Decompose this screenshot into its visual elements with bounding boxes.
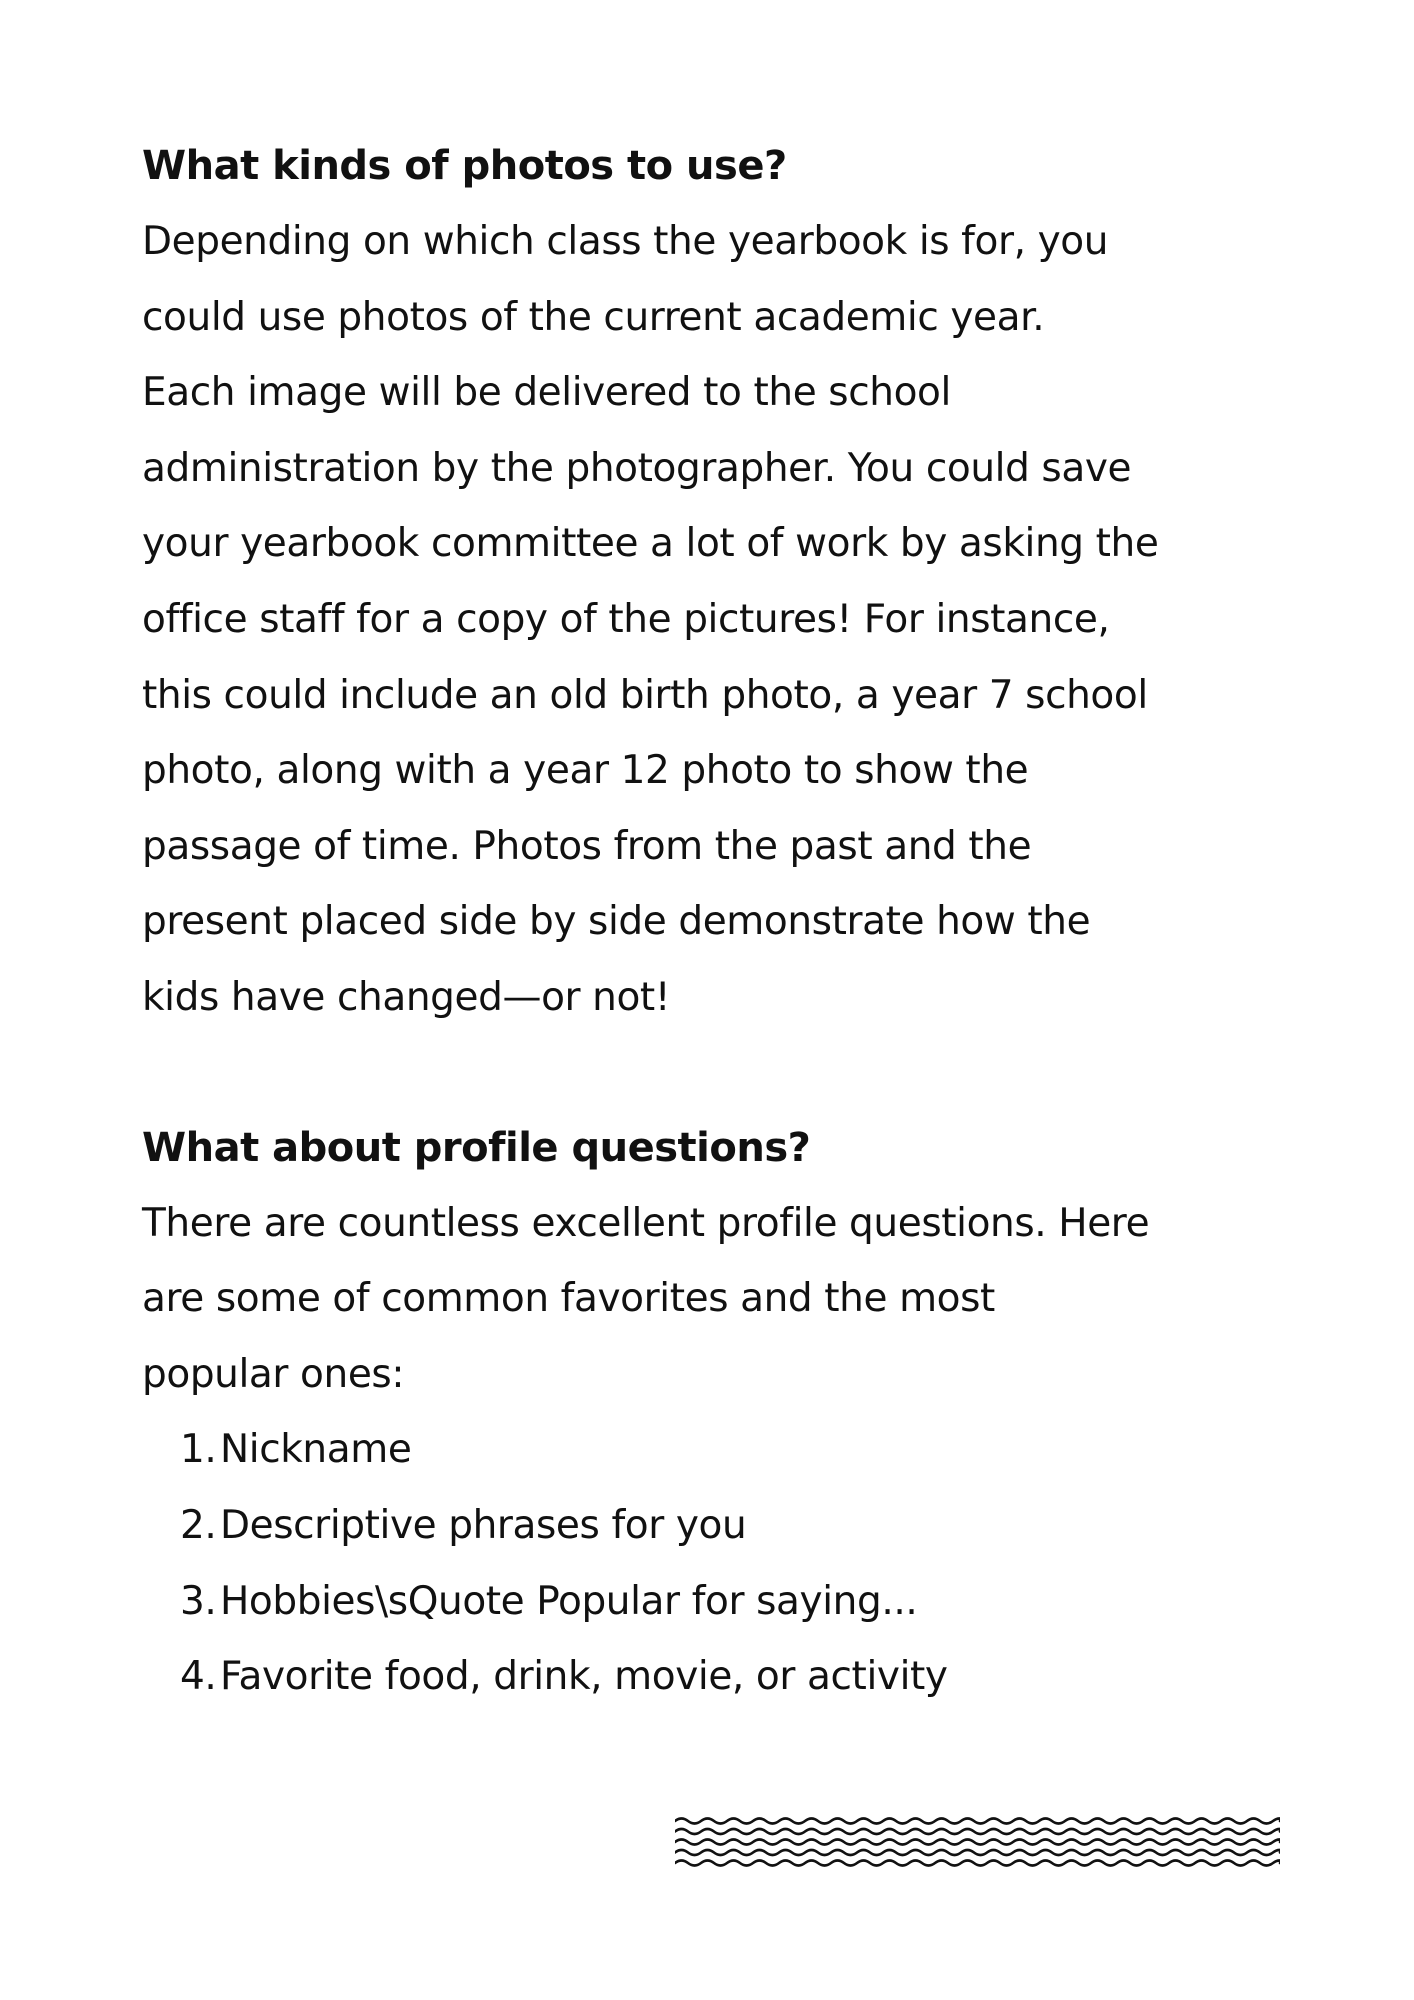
paragraph-line: present placed side by side demonstrate how the bbox=[142, 899, 1091, 945]
list-item-text: Favorite food, drink, movie, or activity bbox=[220, 1654, 948, 1700]
wave-line bbox=[675, 1819, 1280, 1824]
wave-line bbox=[675, 1861, 1280, 1866]
paragraph-line: administration by the photographer. You could save bbox=[142, 445, 1132, 491]
list-item bbox=[142, 1639, 1292, 1715]
paragraph-line: kids have changed—or not! bbox=[142, 974, 671, 1020]
list-item-number: 3. bbox=[180, 1578, 217, 1624]
list-item bbox=[142, 1412, 1292, 1488]
paragraph-line: passage of time. Photos from the past and the bbox=[142, 823, 1032, 869]
section-profile-questions bbox=[142, 1110, 1292, 1715]
list-item bbox=[142, 1564, 1292, 1640]
paragraph-line: your yearbook committee a lot of work by asking the bbox=[142, 521, 1159, 567]
wave-line bbox=[675, 1850, 1280, 1855]
profile-questions-list bbox=[142, 1412, 1292, 1714]
wave-line bbox=[675, 1840, 1280, 1845]
paragraph-line: photo, along with a year 12 photo to show the bbox=[142, 748, 1029, 794]
section-spacer bbox=[142, 1036, 1292, 1110]
paragraph-line: are some of common favorites and the most bbox=[142, 1276, 995, 1322]
paragraph-line: There are countless excellent profile questions. Here bbox=[142, 1200, 1150, 1246]
section-photos bbox=[142, 128, 1292, 1036]
list-item-text: Nickname bbox=[220, 1427, 412, 1473]
section-heading-photos: What kinds of photos to use? bbox=[142, 143, 787, 189]
list-item bbox=[142, 1488, 1292, 1564]
list-item-number: 4. bbox=[180, 1654, 217, 1700]
list-item-number: 1. bbox=[180, 1427, 217, 1473]
wave-line bbox=[675, 1829, 1280, 1834]
paragraph-line: this could include an old birth photo, a year 7 school bbox=[142, 672, 1148, 718]
paragraph-line: Depending on which class the yearbook is for, you bbox=[142, 219, 1109, 264]
list-item-number: 2. bbox=[180, 1502, 217, 1548]
list-item-text: Descriptive phrases for you bbox=[220, 1502, 747, 1548]
paragraph-line: could use photos of the current academic year. bbox=[142, 294, 1045, 340]
document-page bbox=[142, 128, 1292, 1715]
list-item-text: Hobbies\sQuote Popular for saying... bbox=[220, 1578, 918, 1624]
wavy-lines-decoration-icon bbox=[675, 1814, 1280, 1870]
paragraph-line: popular ones: bbox=[142, 1351, 405, 1397]
paragraph-line: Each image will be delivered to the school bbox=[142, 370, 951, 416]
paragraph-line: office staff for a copy of the pictures! For instance, bbox=[142, 596, 1110, 642]
section-heading-profile-questions: What about profile questions? bbox=[142, 1124, 811, 1171]
